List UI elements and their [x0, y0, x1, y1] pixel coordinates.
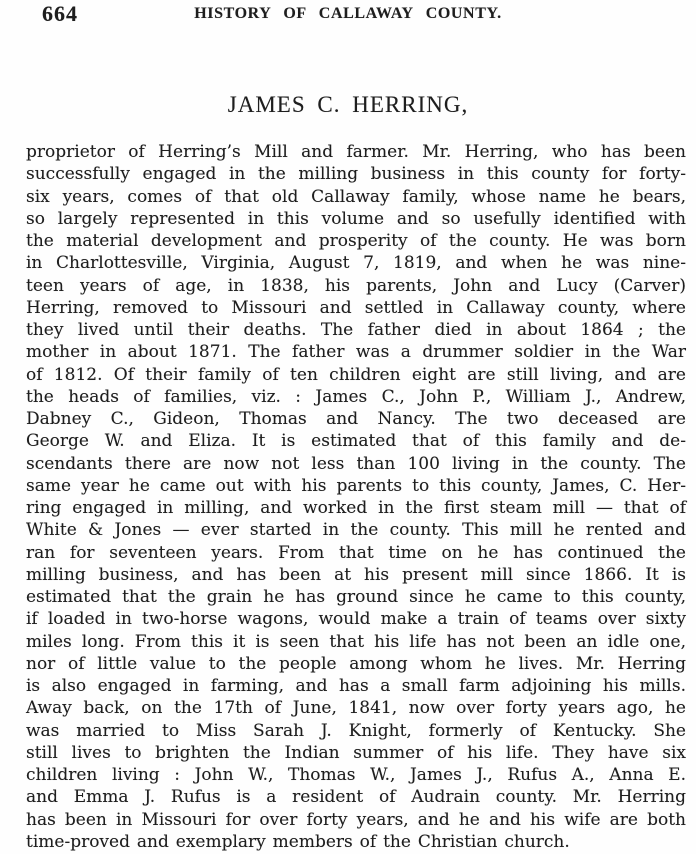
text-line: scendants there are now not less than 100 living in the county. The [26, 453, 686, 474]
text-line: the heads of families, viz. : James C., John P., William J., Andrew, [26, 386, 686, 407]
text-line: if loaded in two-horse wagons, would make a train of teams over sixty [26, 609, 686, 630]
text-line: still lives to brighten the Indian summer of his life. They have six [26, 742, 686, 763]
text-line: same year he came out with his parents to this county, James, C. Her- [26, 475, 686, 496]
text-line: White & Jones — ever started in the county. This mill he rented and [26, 520, 686, 541]
text-line: the material development and prosperity of the county. He was born [26, 231, 686, 251]
text-line: was married to Miss Sarah J. Knight, formerly of Kentucky. She [26, 720, 686, 741]
text-line: and Emma J. Rufus is a resident of Audrain county. Mr. Herring [26, 787, 686, 808]
text-line: children living : John W., Thomas W., James J., Rufus A., Anna E. [26, 765, 686, 785]
text-line: milling business, and has been at his present mill since 1866. It is [26, 564, 686, 585]
text-line: mother in about 1871. The father was a drummer soldier in the War [26, 342, 686, 363]
text-line: in Charlottesville, Virginia, August 7, 1819, and when he was nine- [26, 253, 686, 274]
article-body [26, 141, 686, 853]
text-line: so largely represented in this volume and so usefully identified with [26, 208, 686, 229]
text-line: Away back, on the 17th of June, 1841, now over forty years ago, he [26, 698, 686, 719]
running-head: HISTORY OF CALLAWAY COUNTY. [194, 5, 502, 22]
text-line: they lived until their deaths. The father died in about 1864 ; the [26, 320, 686, 340]
text-line: teen years of age, in 1838, his parents, John and Lucy (Carver) [26, 275, 686, 296]
text-line: of 1812. Of their family of ten children eight are still living, and are [26, 364, 686, 385]
text-line: estimated that the grain he has ground since he came to this county, [26, 587, 686, 607]
text-line: six years, comes of that old Callaway family, whose name he bears, [26, 186, 686, 207]
page-number: 664 [42, 1, 78, 26]
text-line: miles long. From this it is seen that his life has not been an idle one, [26, 631, 686, 652]
article-title: JAMES C. HERRING, [227, 92, 469, 117]
text-line: has been in Missouri for over forty years, and he and his wife are both [26, 809, 686, 830]
text-line: time-proved and exemplary members of the Christian church. [26, 831, 570, 852]
text-line: Herring, removed to Missouri and settled in Callaway county, where [26, 297, 686, 318]
text-line: nor of little value to the people among whom he lives. Mr. Herring [26, 653, 686, 674]
text-line: Dabney C., Gideon, Thomas and Nancy. The two deceased are [26, 409, 686, 429]
text-line: ran for seventeen years. From that time on he has continued the [26, 542, 686, 563]
text-line: ring engaged in milling, and worked in the first steam mill — that of [26, 498, 686, 518]
text-line: proprietor of Herring’s Mill and farmer. Mr. Herring, who has been [26, 142, 686, 162]
text-line: is also engaged in farming, and has a small farm adjoining his mills. [26, 676, 686, 696]
text-line: George W. and Eliza. It is estimated that of this family and de- [26, 431, 686, 452]
text-line: successfully engaged in the milling business in this county for forty- [26, 164, 686, 185]
